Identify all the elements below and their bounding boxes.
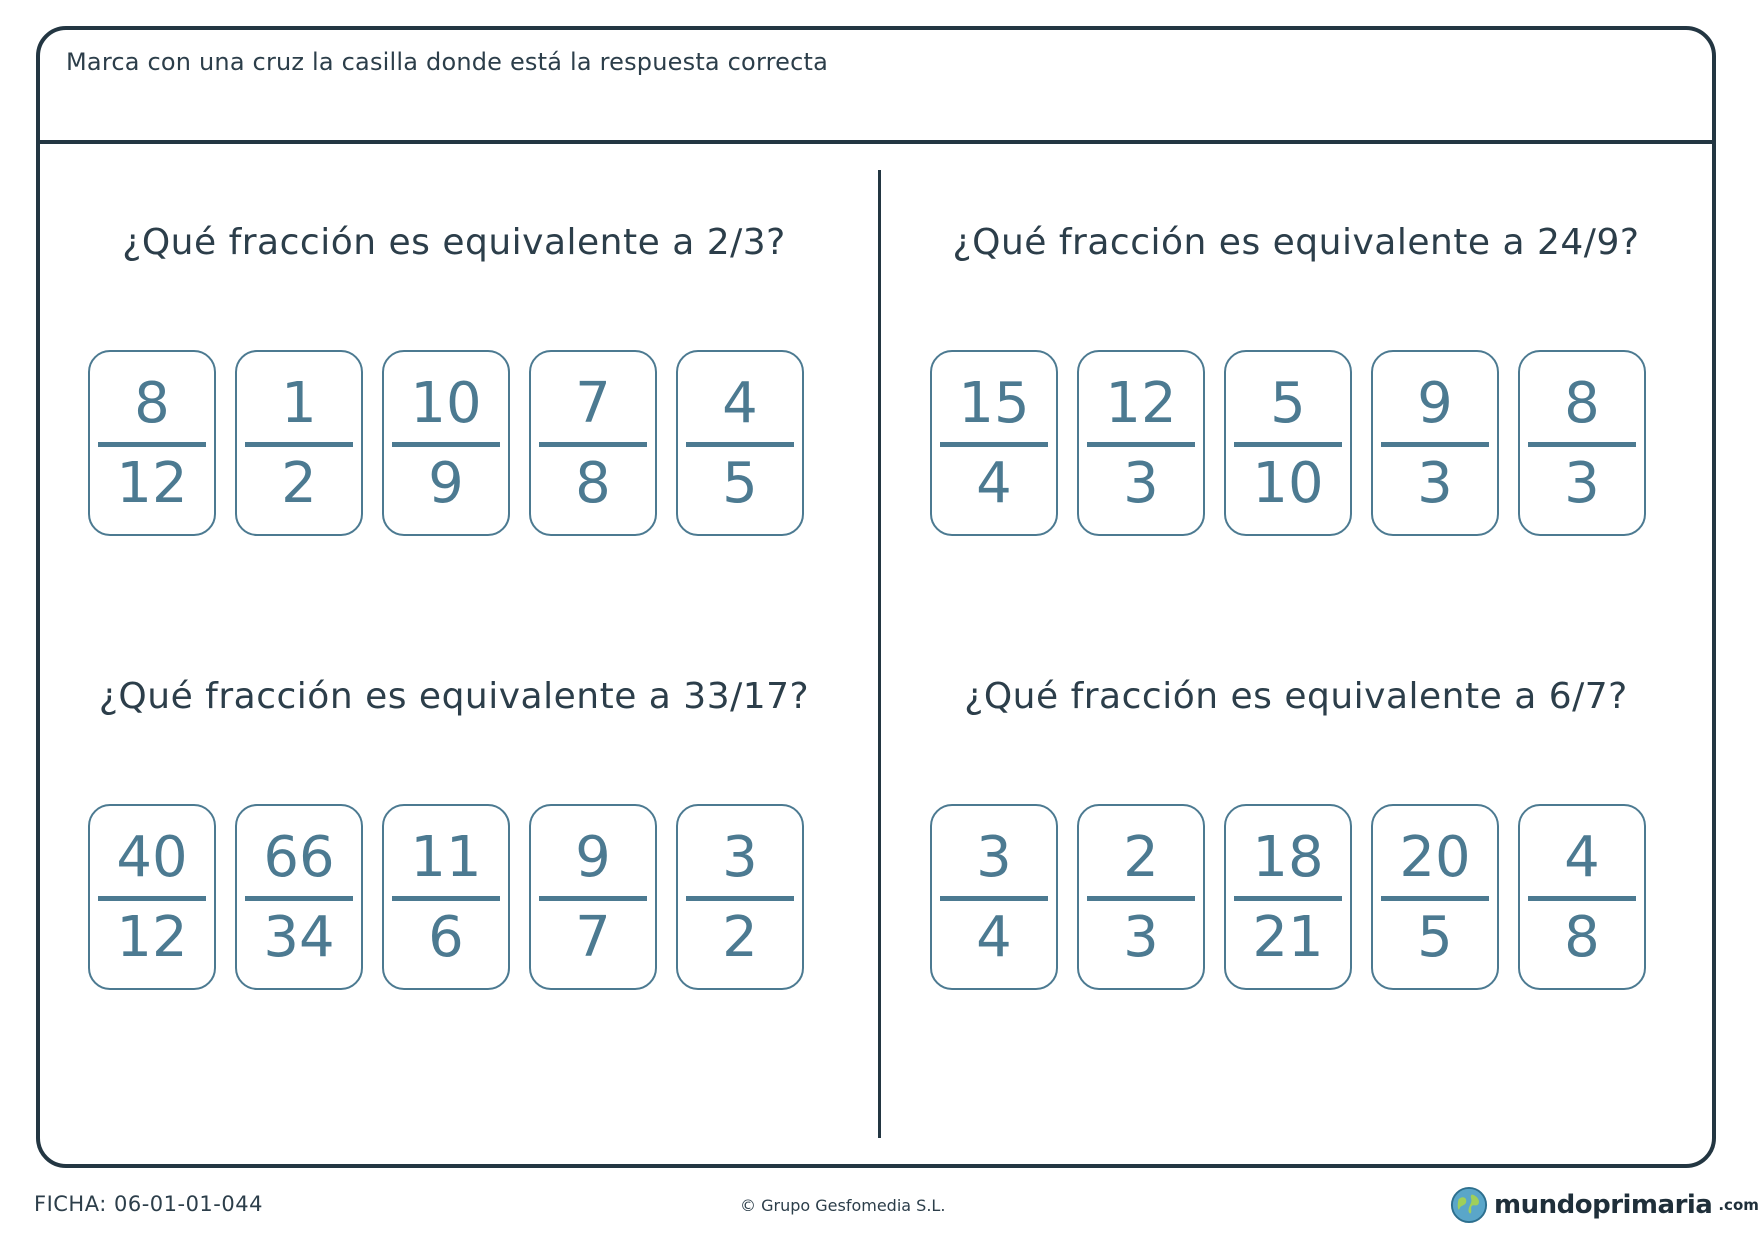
- fraction-numerator: 1: [281, 371, 317, 436]
- fraction-denominator: 4: [976, 451, 1012, 516]
- answer-option-box[interactable]: [529, 804, 657, 990]
- answer-option-box[interactable]: [382, 804, 510, 990]
- answer-option-box[interactable]: [88, 350, 216, 536]
- fraction-numerator: 20: [1399, 825, 1471, 890]
- globe-icon: [1450, 1186, 1488, 1224]
- column-divider: [878, 170, 881, 1138]
- fraction-bar: [392, 896, 500, 901]
- fraction-denominator: 3: [1123, 451, 1159, 516]
- question-title: ¿Qué fracción es equivalente a 6/7?: [964, 676, 1628, 717]
- fraction-denominator: 4: [976, 905, 1012, 970]
- fraction-denominator: 2: [281, 451, 317, 516]
- answer-option-box[interactable]: [1077, 804, 1205, 990]
- answer-option-box[interactable]: [235, 350, 363, 536]
- fraction-numerator: 9: [575, 825, 611, 890]
- fraction-bar: [1381, 442, 1489, 447]
- fraction-denominator: 2: [722, 905, 758, 970]
- instruction-text: Marca con una cruz la casilla donde está la respuesta correcta: [66, 48, 829, 76]
- fraction-numerator: 4: [722, 371, 758, 436]
- fraction-denominator: 8: [575, 451, 611, 516]
- fraction-denominator: 8: [1564, 905, 1600, 970]
- copyright-text: © Grupo Gesfomedia S.L.: [740, 1196, 946, 1215]
- answer-option-box[interactable]: [1224, 804, 1352, 990]
- fraction-denominator: 12: [116, 451, 188, 516]
- answer-option-box[interactable]: [1224, 350, 1352, 536]
- fraction-bar: [1381, 896, 1489, 901]
- fraction-bar: [1528, 442, 1636, 447]
- question-title: ¿Qué fracción es equivalente a 2/3?: [122, 222, 786, 263]
- fraction-numerator: 8: [1564, 371, 1600, 436]
- fraction-denominator: 5: [722, 451, 758, 516]
- fraction-denominator: 3: [1123, 905, 1159, 970]
- fraction-bar: [940, 442, 1048, 447]
- fraction-numerator: 40: [116, 825, 188, 890]
- fraction-bar: [1087, 896, 1195, 901]
- fraction-numerator: 66: [263, 825, 335, 890]
- answer-option-box[interactable]: [1518, 350, 1646, 536]
- fraction-bar: [1234, 442, 1342, 447]
- worksheet-frame: [36, 26, 1716, 1168]
- fraction-bar: [392, 442, 500, 447]
- answer-option-box[interactable]: [676, 804, 804, 990]
- answer-option-box[interactable]: [529, 350, 657, 536]
- fraction-bar: [940, 896, 1048, 901]
- fraction-numerator: 12: [1105, 371, 1177, 436]
- answer-option-box[interactable]: [382, 350, 510, 536]
- fraction-numerator: 7: [575, 371, 611, 436]
- fraction-numerator: 11: [410, 825, 482, 890]
- logo-suffix: .com: [1718, 1196, 1759, 1214]
- answer-option-box[interactable]: [930, 804, 1058, 990]
- answer-options: [88, 804, 804, 990]
- answer-option-box[interactable]: [1518, 804, 1646, 990]
- answer-option-box[interactable]: [235, 804, 363, 990]
- answer-option-box[interactable]: [676, 350, 804, 536]
- instruction-bar: [40, 30, 1712, 144]
- fraction-numerator: 10: [410, 371, 482, 436]
- fraction-numerator: 18: [1252, 825, 1324, 890]
- fraction-bar: [1528, 896, 1636, 901]
- fraction-bar: [686, 442, 794, 447]
- fraction-numerator: 3: [722, 825, 758, 890]
- fraction-denominator: 3: [1564, 451, 1600, 516]
- fraction-bar: [245, 442, 353, 447]
- fraction-numerator: 2: [1123, 825, 1159, 890]
- logo-text: mundoprimaria: [1494, 1190, 1713, 1220]
- fraction-denominator: 34: [263, 905, 335, 970]
- fraction-numerator: 4: [1564, 825, 1600, 890]
- fraction-bar: [1234, 896, 1342, 901]
- fraction-bar: [539, 896, 647, 901]
- fraction-denominator: 5: [1417, 905, 1453, 970]
- answer-option-box[interactable]: [1077, 350, 1205, 536]
- fraction-denominator: 12: [116, 905, 188, 970]
- fraction-denominator: 9: [428, 451, 464, 516]
- fraction-numerator: 15: [958, 371, 1030, 436]
- fraction-denominator: 7: [575, 905, 611, 970]
- fraction-denominator: 21: [1252, 905, 1324, 970]
- answer-option-box[interactable]: [930, 350, 1058, 536]
- fraction-numerator: 8: [134, 371, 170, 436]
- fraction-bar: [1087, 442, 1195, 447]
- answer-option-box[interactable]: [1371, 804, 1499, 990]
- fraction-bar: [539, 442, 647, 447]
- mundoprimaria-logo: [1450, 1186, 1759, 1224]
- question-title: ¿Qué fracción es equivalente a 33/17?: [98, 676, 810, 717]
- fraction-bar: [245, 896, 353, 901]
- fraction-numerator: 3: [976, 825, 1012, 890]
- question-title: ¿Qué fracción es equivalente a 24/9?: [952, 222, 1640, 263]
- fraction-denominator: 3: [1417, 451, 1453, 516]
- fraction-denominator: 10: [1252, 451, 1324, 516]
- fraction-denominator: 6: [428, 905, 464, 970]
- answer-option-box[interactable]: [88, 804, 216, 990]
- fraction-numerator: 9: [1417, 371, 1453, 436]
- ficha-code: FICHA: 06-01-01-044: [34, 1192, 263, 1216]
- answer-options: [88, 350, 804, 536]
- answer-options: [930, 350, 1646, 536]
- fraction-bar: [98, 442, 206, 447]
- fraction-numerator: 5: [1270, 371, 1306, 436]
- fraction-bar: [98, 896, 206, 901]
- fraction-bar: [686, 896, 794, 901]
- answer-options: [930, 804, 1646, 990]
- answer-option-box[interactable]: [1371, 350, 1499, 536]
